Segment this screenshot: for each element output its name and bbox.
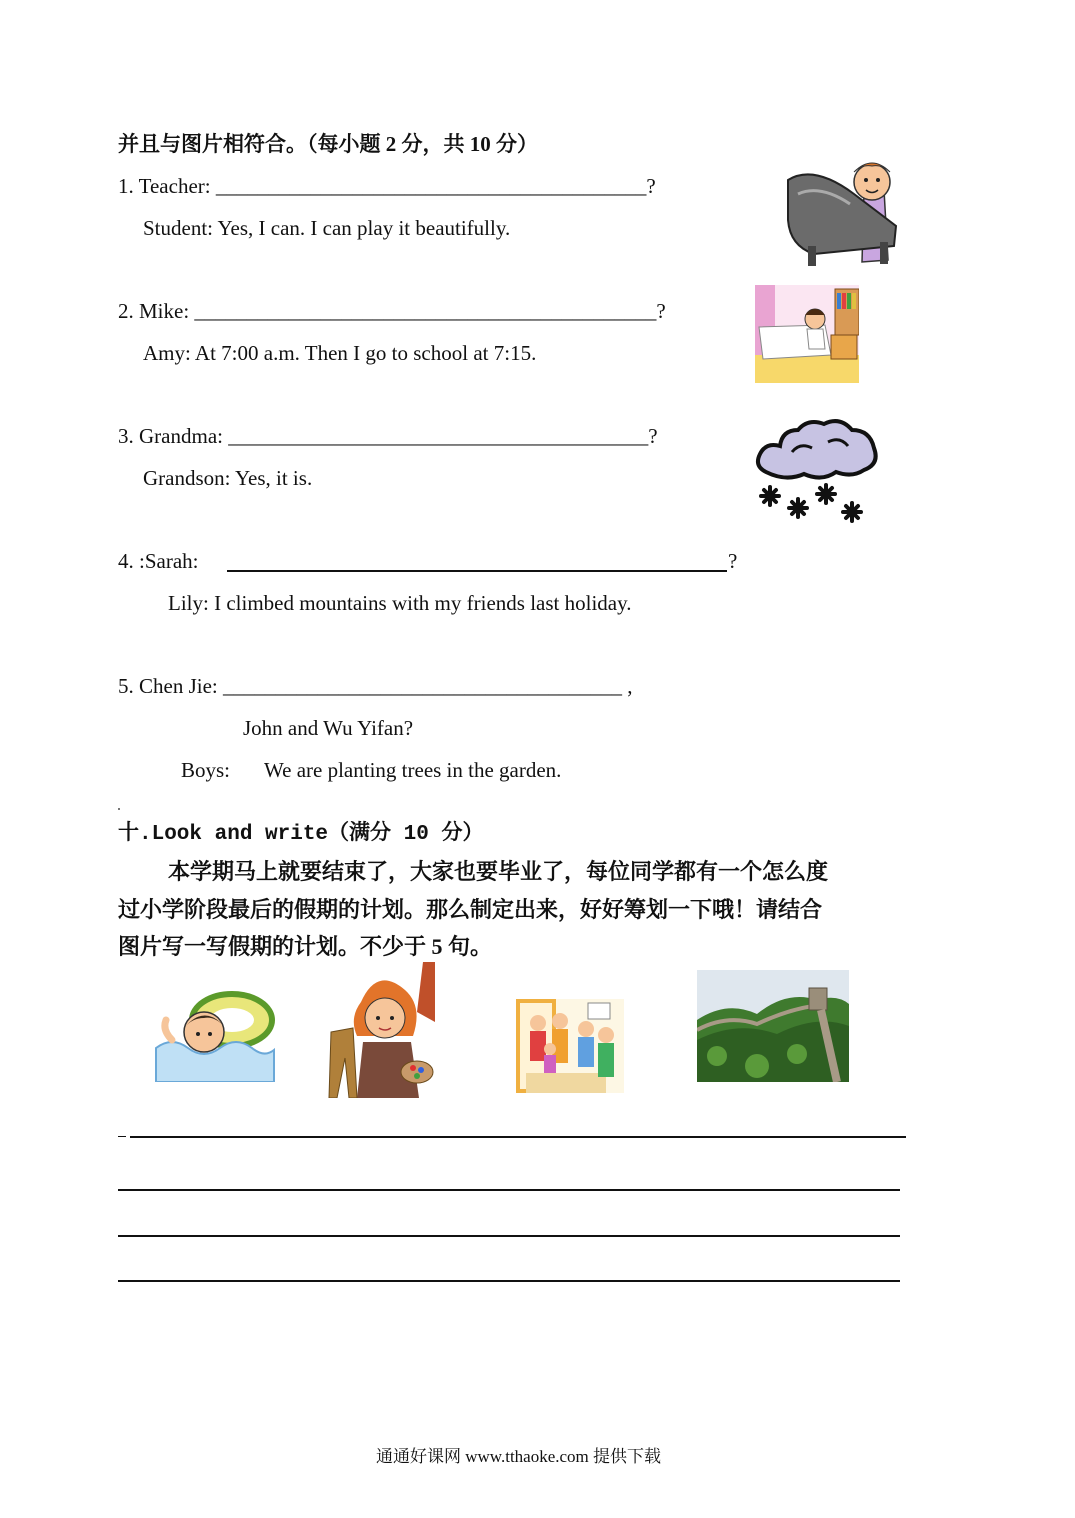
answer-1: Student: Yes, I can. I can play it beautifully. [143,216,511,240]
section-10-paragraph-line-3: 图片写一写假期的计划。不少于 5 句。 [118,934,493,959]
girl-waking-up-icon [755,285,859,383]
page-footer: 通通好课网 www.tthaoke.com 提供下载 [376,1447,662,1466]
stray-mark [118,808,120,810]
answer-4: Lily: I climbed mountains with my friends last holiday. [168,591,632,615]
speaker-label: 2. Mike: [118,299,190,323]
answer-3: Grandson: Yes, it is. [143,466,313,490]
answer-blank[interactable]: ________________________________________ [228,424,649,448]
question-3 [118,423,658,449]
writing-line-3[interactable] [118,1235,900,1237]
writing-line-stub [118,1136,126,1137]
answer-blank[interactable]: ______________________________________ [223,674,622,698]
speaker-label: 3. Grandma: [118,424,223,448]
speaker-label: 1. Teacher: [118,174,211,198]
answer-5: We are planting trees in the garden. [264,758,562,782]
visiting-family-icon [516,999,624,1093]
section-10-paragraph-line-2: 过小学阶段最后的假期的计划。那么制定出来，好好筹划一下哦！请结合 [118,897,823,922]
section-10-title: 十.Look and write（满分 10 分） [118,823,484,846]
question-mark: ? [648,424,658,448]
writing-line-4[interactable] [118,1280,900,1282]
great-wall-icon [697,970,849,1082]
answer-2: Amy: At 7:00 a.m. Then I go to school at 7:15. [143,341,537,365]
answer-blank[interactable]: ____________________________________________ [194,299,657,323]
comma: , [627,674,633,698]
question-4 [118,548,198,574]
speaker-label: 5. Chen Jie: [118,674,218,698]
section-10-paragraph-line-1: 本学期马上就要结束了，大家也要毕业了，每位同学都有一个怎么度 [168,859,829,884]
answer-5-speaker: Boys: [181,758,231,782]
painting-girl-icon [327,962,435,1098]
question-mark: ? [646,174,656,198]
question-5-continuation: John and Wu Yifan? [243,716,414,740]
snow-cloud-icon [752,412,880,530]
writing-line-2[interactable] [118,1189,900,1191]
answer-blank[interactable] [227,570,727,572]
section-instruction: 并且与图片相符合。（每小题 2 分，共 10 分） [118,132,538,156]
speaker-label: 4. :Sarah: [118,549,199,573]
question-mark: ? [656,299,666,323]
question-5 [118,673,633,699]
piano-boy-icon [784,150,902,268]
swimming-boy-icon [152,978,278,1082]
answer-blank[interactable]: _________________________________________ [215,174,647,198]
question-2 [118,298,666,324]
question-1 [118,173,656,199]
writing-line-1[interactable] [130,1136,906,1138]
question-mark: ? [728,549,738,573]
